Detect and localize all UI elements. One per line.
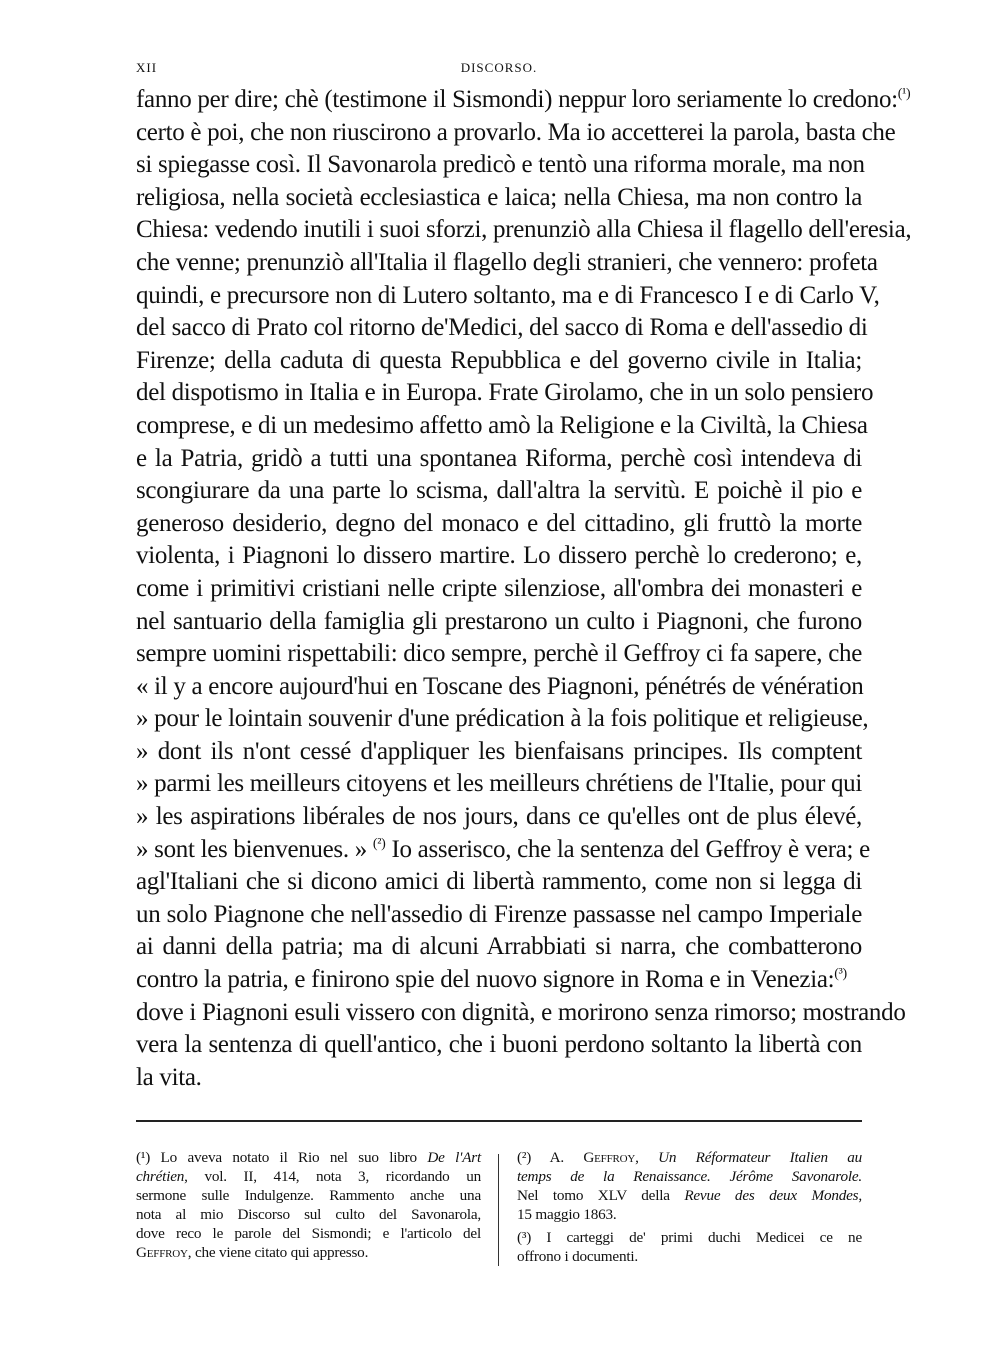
text-line: del sacco di Prato col ritorno de'Medici, del sacco di Roma e dell'assedio di: [136, 314, 868, 342]
footnote-line: temps de la Renaissance. Jérôme Savonarole.: [517, 1168, 862, 1185]
footnote-title: chrétien: [136, 1168, 185, 1185]
line-text: Io asserisco, che la sentenza del Geffroy è vera; e: [385, 835, 870, 863]
line-text: » sont les bienvenues. »: [136, 835, 367, 863]
footnote-line: sermone sulle Indulgenze. Rammento anche una: [136, 1187, 481, 1204]
text-line: [136, 964, 862, 997]
line-text: fanno per dire; chè (testimone il Sismondi) neppur loro seriamente lo credono:: [136, 86, 898, 113]
text-line: religiosa, nella società ecclesiastica e laica; nella Chiesa, ma non contro la: [136, 183, 862, 211]
footnote-text: A.: [549, 1149, 584, 1166]
text-line: la vita.: [136, 1063, 202, 1091]
text-line: sempre uomini rispettabili: dico sempre, perchè il Geffroy ci fa sapere, che: [136, 640, 862, 668]
footnotes: [136, 1148, 862, 1278]
running-title: DISCORSO.: [460, 60, 538, 75]
footnote-ref-2[interactable]: (²): [372, 836, 386, 852]
footnote-1: [136, 1148, 481, 1262]
text-line: un solo Piagnone che nell'assedio di Firenze passasse nel campo Imperiale: [136, 900, 862, 928]
page-number: XII: [136, 60, 158, 75]
footnote-text: I carteggi de' primi duchi Medicei ce ne: [546, 1229, 862, 1246]
text-line: » pour le lointain souvenir d'une prédication à la fois politique et religieuse,: [136, 705, 869, 733]
footnote-line: [517, 1228, 862, 1247]
footnote-mark: (³): [517, 1229, 532, 1246]
footnote-title: Un Réformateur Italien au: [658, 1149, 862, 1166]
text-line: » dont ils n'ont cessé d'appliquer les bienfaisans principes. Ils comptent: [136, 737, 862, 765]
text-line: [136, 834, 870, 867]
footnote-line: [517, 1186, 862, 1205]
author-name: Geffroy: [583, 1149, 636, 1166]
text-line: dove i Piagnoni esuli vissero con dignità, e morirono senza rimorso; mostrando: [136, 998, 906, 1026]
footnote-line: offrono i documenti.: [517, 1248, 638, 1265]
footnote-mark: (¹): [136, 1149, 151, 1166]
text-line: si spiegasse così. Il Savonarola predicò e tentò una riforma morale, ma non: [136, 151, 865, 179]
footnote-mark: (²): [517, 1149, 532, 1166]
text-line: che venne; prenunziò all'Italia il flagello degli stranieri, che vennero: profeta: [136, 248, 878, 276]
footnote-text: Nel tomo XLV della: [517, 1187, 685, 1204]
footnote-text: , che viene citato qui appresso.: [187, 1244, 369, 1261]
text-line: » les aspirations libérales de nos jours, dans ce qu'elles ont de plus élevé,: [136, 803, 862, 831]
text-line: Chiesa: vedendo inutili i suoi sforzi, prenunziò alla Chiesa il flagello dell'eresia,: [136, 216, 912, 244]
main-text: [136, 84, 912, 1094]
text-line: vera la sentenza di quell'antico, che i buoni perdono soltanto la libertà con: [136, 1031, 862, 1059]
text-line: ai danni della patria; ma di alcuni Arrabbiati si narra, che combatterono: [136, 933, 862, 961]
footnote-line: dove reco le parole del Sismondi; e l'articolo del: [136, 1225, 481, 1242]
text-line: nel santuario della famiglia gli prestarono un culto i Piagnoni, che furono: [136, 607, 862, 635]
footnote-line: 15 maggio 1863.: [517, 1206, 617, 1223]
text-line: scongiurare da una parte lo scisma, dall'altra la servitù. E poichè il pio e: [136, 477, 862, 505]
footnote-title: Revue des deux Mondes: [684, 1187, 859, 1204]
text-line: « il y a encore aujourd'hui en Toscane des Piagnoni, pénétrés de vénération: [136, 672, 864, 700]
footnote-ref-1[interactable]: (¹): [897, 86, 911, 102]
text-line: comprese, e di un medesimo affetto amò la Religione e la Civiltà, la Chiesa: [136, 411, 868, 439]
text-line: del dispotismo in Italia e in Europa. Frate Girolamo, che in un solo pensiero: [136, 379, 874, 407]
footnote-separator: [136, 1120, 862, 1122]
footnote-line: nota al mio Discorso sul culto del Savonarola,: [136, 1206, 481, 1223]
footnote-ref-3[interactable]: (³): [834, 966, 847, 982]
text-line: [136, 84, 911, 117]
text-line: Firenze; della caduta di questa Repubblica e del governo civile in Italia;: [136, 346, 862, 374]
text-line: quindi, e precursore non di Lutero soltanto, ma e di Francesco I e di Carlo V,: [136, 281, 880, 309]
footnote-line: [136, 1148, 481, 1167]
text-line: agl'Italiani che si dicono amici di libertà rammento, come non si legga di: [136, 868, 862, 896]
author-name: Geffroy: [136, 1244, 188, 1261]
footnote-column-divider: [498, 1154, 499, 1266]
text-line: certo è poi, che non riuscirono a provarlo. Ma io accetterei la parola, basta che: [136, 118, 896, 146]
footnote-text: , vol. II, 414, nota 3, ricordando un: [184, 1168, 481, 1185]
text-line: generoso desiderio, degno del monaco e del cittadino, gli fruttò la morte: [136, 509, 862, 537]
running-head: [136, 60, 862, 80]
text-line: violenta, i Piagnoni lo dissero martire. Lo dissero perchè lo crederono; e,: [136, 542, 862, 570]
footnote-text: Lo aveva notato il Rio nel suo libro: [160, 1149, 428, 1166]
footnote-title: De l'Art: [427, 1149, 481, 1166]
footnote-2: [517, 1148, 862, 1266]
footnote-line: [136, 1243, 481, 1262]
line-text: contro la patria, e finirono spie del nuovo signore in Roma e in Venezia:: [136, 966, 835, 994]
footnote-line: [517, 1148, 862, 1167]
footnote-text: ,: [858, 1187, 862, 1204]
text-line: » parmi les meilleurs citoyens et les meilleurs chrétiens de l'Italie, pour qui: [136, 770, 862, 798]
text-line: e la Patria, gridò a tutti una spontanea Riforma, perchè così intendeva di: [136, 444, 862, 472]
footnote-text: ,: [635, 1149, 659, 1166]
text-line: come i primitivi cristiani nelle cripte silenziose, all'ombra dei monasteri e: [136, 574, 862, 602]
footnote-line: [136, 1167, 481, 1186]
